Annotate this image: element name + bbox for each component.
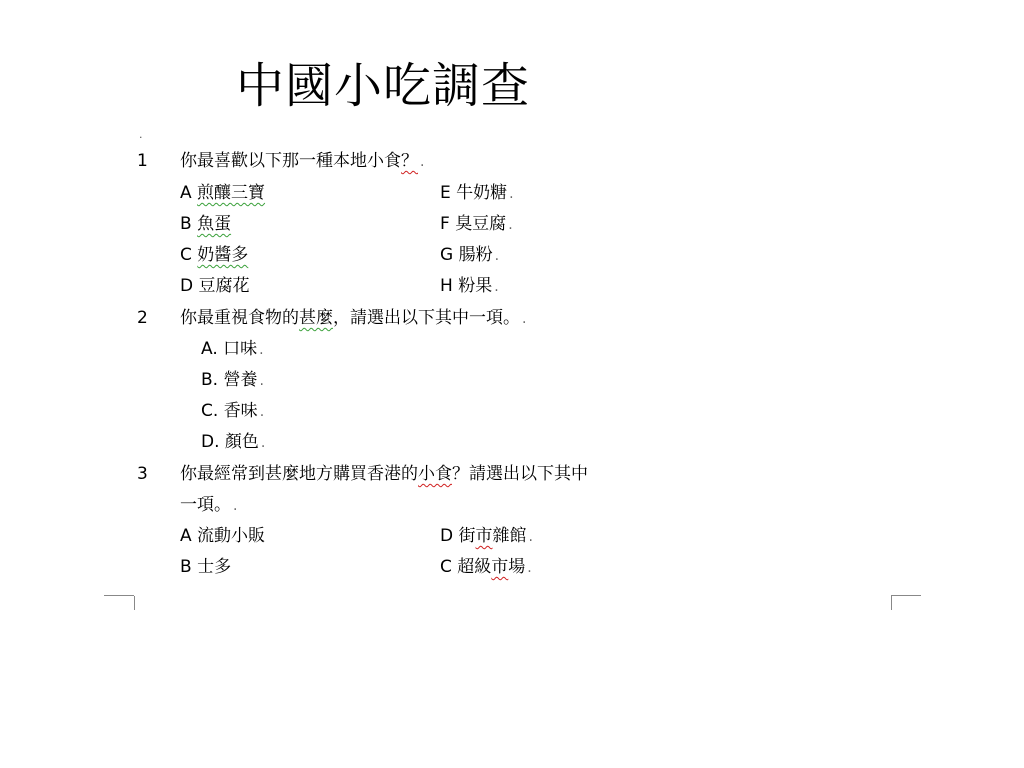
- option-letter: A: [180, 183, 192, 203]
- option-letter: D: [440, 526, 454, 546]
- end-mark: .: [522, 311, 527, 327]
- option-text: 場: [508, 557, 526, 577]
- end-mark: .: [260, 435, 266, 451]
- option-letter: C.: [201, 401, 219, 421]
- option-text: 豆腐花: [198, 276, 250, 296]
- option-text: 腸粉: [458, 245, 493, 265]
- q1-option-a: [180, 178, 265, 209]
- option-text: 顏色: [224, 432, 259, 452]
- question-2-text-part: ，請選出以下其中一項。: [333, 308, 520, 328]
- document-title: 中國小吃調查: [236, 58, 531, 114]
- end-mark: .: [494, 279, 499, 295]
- option-letter: C: [440, 557, 452, 577]
- option-letter: B: [180, 557, 192, 577]
- question-1-text-mark: ？: [401, 151, 418, 171]
- option-text: 牛奶糖: [456, 183, 508, 203]
- option-letter: B: [180, 214, 192, 234]
- end-mark: .: [494, 248, 500, 264]
- q1-option-c: [180, 240, 248, 271]
- option-text: 臭豆腐: [455, 214, 507, 234]
- q2-option-b: [201, 365, 264, 396]
- crop-mark-left: [104, 595, 134, 610]
- question-1-number: 1: [137, 151, 148, 171]
- question-3-text-part: 你最經常到甚麼地方購買香港的: [180, 464, 418, 484]
- option-text: 市: [491, 557, 509, 577]
- question-2-text-part: 甚麼: [299, 308, 333, 328]
- q1-option-b: [180, 209, 231, 240]
- question-2-text-part: 你最重視食物的: [180, 308, 299, 328]
- end-mark: .: [420, 154, 425, 170]
- option-text: 奶醬多: [197, 245, 249, 265]
- option-text: 營養: [223, 370, 258, 390]
- option-letter: E: [440, 183, 451, 203]
- option-text: 香味: [223, 401, 258, 421]
- q2-option-c: [201, 396, 264, 427]
- option-letter: C: [180, 245, 192, 265]
- option-letter: A.: [201, 339, 218, 359]
- end-mark: .: [259, 342, 264, 358]
- q3-option-d: [440, 521, 533, 552]
- option-letter: B.: [201, 370, 219, 390]
- q1-option-e: [440, 178, 514, 209]
- end-mark: .: [508, 217, 513, 233]
- paragraph-mark: .: [139, 128, 143, 141]
- q1-option-f: [440, 209, 513, 240]
- option-letter: D: [180, 276, 194, 296]
- option-letter: D.: [201, 432, 220, 452]
- option-text: 粉果: [458, 276, 493, 296]
- question-3-text-part: 小食: [418, 464, 452, 484]
- q2-option-d: [201, 427, 265, 458]
- question-3-text-part: 一項。: [180, 495, 231, 515]
- option-text: 街: [458, 526, 476, 546]
- q3-option-b: [180, 552, 231, 583]
- question-1-text: [180, 146, 424, 177]
- crop-mark-right: [891, 595, 921, 610]
- q1-option-h: [440, 271, 499, 302]
- q1-option-g: [440, 240, 499, 271]
- option-letter: F: [440, 214, 450, 234]
- end-mark: .: [259, 373, 264, 389]
- end-mark: .: [259, 404, 265, 420]
- end-mark: .: [509, 186, 514, 202]
- option-text: 超級: [457, 557, 492, 577]
- q3-option-a: [180, 521, 265, 552]
- option-text: 流動小販: [197, 526, 266, 546]
- question-3-number: 3: [137, 464, 148, 484]
- option-text: 口味: [223, 339, 258, 359]
- question-2-number: 2: [137, 308, 148, 328]
- q1-option-d: [180, 271, 250, 302]
- question-1-text-main: 你最喜歡以下那一種本地小食: [180, 151, 401, 171]
- question-3-text-cont: [180, 490, 237, 521]
- option-text: 煎釀三寶: [197, 183, 266, 203]
- q2-option-a: [201, 334, 264, 365]
- option-text: 市: [475, 526, 493, 546]
- question-3-text-part: ？請選出以下其中: [452, 464, 588, 484]
- end-mark: .: [233, 498, 238, 514]
- end-mark: .: [527, 560, 532, 576]
- question-2-text: [180, 303, 526, 334]
- option-text: 士多: [197, 557, 232, 577]
- option-letter: G: [440, 245, 454, 265]
- q3-option-c: [440, 552, 532, 583]
- end-mark: .: [528, 529, 533, 545]
- question-3-text: [180, 459, 588, 490]
- option-text: 魚蛋: [197, 214, 232, 234]
- option-letter: H: [440, 276, 453, 296]
- option-letter: A: [180, 526, 192, 546]
- option-text: 雜館: [492, 526, 527, 546]
